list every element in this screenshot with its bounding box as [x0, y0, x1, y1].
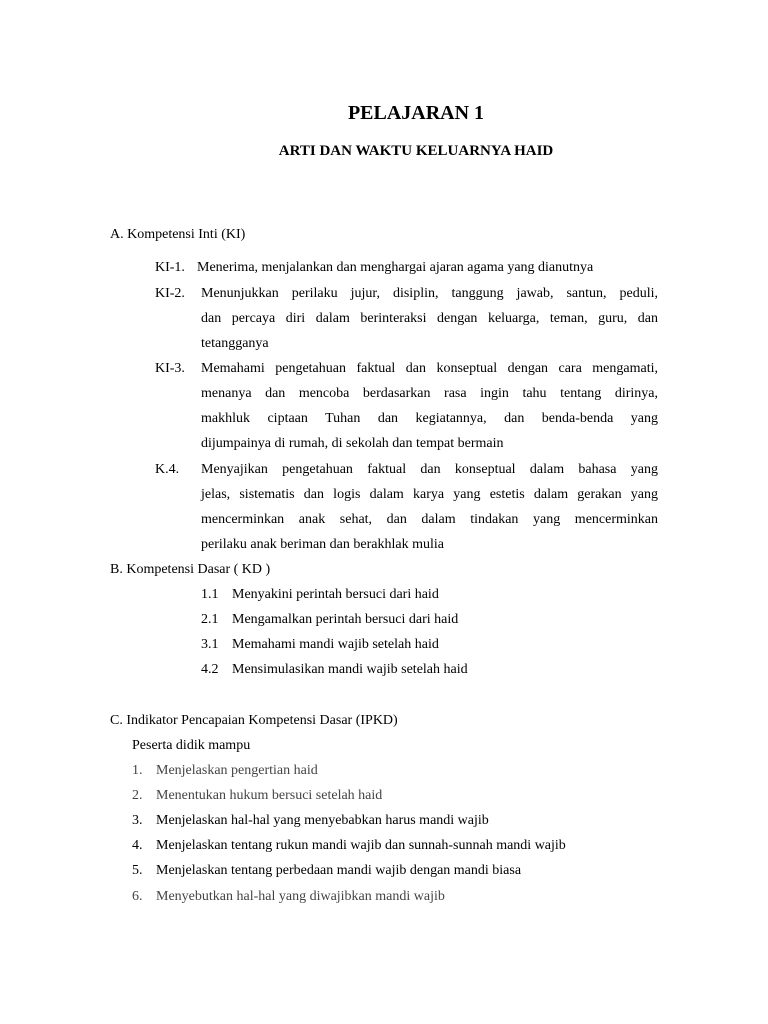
- ipkd-5-text: Menjelaskan tentang perbedaan mandi wajib dengan mandi biasa: [156, 863, 522, 878]
- kd-4-text: Mensimulasikan mandi wajib setelah haid: [232, 662, 468, 677]
- ki-1-label: KI-1.: [155, 260, 185, 275]
- ki-4-label: K.4.: [155, 462, 180, 477]
- ki-1-text: Menerima, menjalankan dan menghargai ajaran agama yang dianutnya: [197, 260, 594, 275]
- ipkd-6-number: 6.: [132, 889, 143, 904]
- kd-4-number: 4.2: [201, 662, 219, 677]
- ipkd-5-number: 5.: [132, 863, 143, 878]
- ki-2-label: KI-2.: [155, 286, 185, 301]
- ipkd-2-number: 2.: [132, 788, 143, 803]
- kd-2-number: 2.1: [201, 612, 219, 627]
- ki-4-line-3: mencerminkan anak sehat, dan dalam tindakan yang mencerminkan: [201, 512, 658, 527]
- ki-2-line-2: dan percaya diri dalam berinteraksi dengan keluarga, teman, guru, dan: [201, 311, 658, 326]
- ipkd-3-number: 3.: [132, 813, 143, 828]
- ki-3-line-4: dijumpainya di rumah, di sekolah dan tempat bermain: [201, 436, 504, 451]
- ki-3-line-1: Memahami pengetahuan faktual dan konseptual dengan cara mengamati,: [201, 361, 658, 376]
- ipkd-3-text: Menjelaskan hal-hal yang menyebabkan harus mandi wajib: [156, 813, 489, 828]
- ki-2-line-1: Menunjukkan perilaku jujur, disiplin, tanggung jawab, santun, peduli,: [201, 286, 658, 301]
- page-subtitle: ARTI DAN WAKTU KELUARNYA HAID: [278, 143, 554, 159]
- page-title: PELAJARAN 1: [347, 102, 485, 124]
- section-c-intro: Peserta didik mampu: [132, 738, 251, 753]
- ki-4-line-1: Menyajikan pengetahuan faktual dan konseptual dalam bahasa yang: [201, 462, 658, 477]
- ipkd-1-text: Menjelaskan pengertian haid: [156, 763, 318, 778]
- kd-2-text: Mengamalkan perintah bersuci dari haid: [232, 612, 459, 627]
- ki-3-line-3: makhluk ciptaan Tuhan dan kegiatannya, dan benda-benda yang: [201, 411, 658, 426]
- ki-3-line-2: menanya dan mencoba berdasarkan rasa ingin tahu tentang dirinya,: [201, 386, 658, 401]
- kd-1-number: 1.1: [201, 587, 219, 602]
- ki-3-label: KI-3.: [155, 361, 185, 376]
- section-a-heading: A. Kompetensi Inti (KI): [110, 227, 246, 242]
- ipkd-4-number: 4.: [132, 838, 143, 853]
- section-b-heading: B. Kompetensi Dasar ( KD ): [110, 562, 271, 577]
- kd-3-text: Memahami mandi wajib setelah haid: [232, 637, 439, 652]
- kd-1-text: Menyakini perintah bersuci dari haid: [232, 587, 439, 602]
- section-c-heading: C. Indikator Pencapaian Kompetensi Dasar (IPKD): [110, 713, 398, 728]
- kd-3-number: 3.1: [201, 637, 219, 652]
- ipkd-2-text: Menentukan hukum bersuci setelah haid: [156, 788, 383, 803]
- ki-2-line-3: tetangganya: [201, 336, 269, 351]
- ki-4-line-2: jelas, sistematis dan logis dalam karya yang estetis dalam gerakan yang: [201, 487, 658, 502]
- ipkd-4-text: Menjelaskan tentang rukun mandi wajib dan sunnah-sunnah mandi wajib: [156, 838, 566, 853]
- ipkd-1-number: 1.: [132, 763, 143, 778]
- ipkd-6-text: Menyebutkan hal-hal yang diwajibkan mandi wajib: [156, 889, 445, 904]
- ki-4-line-4: perilaku anak beriman dan berakhlak mulia: [201, 537, 444, 552]
